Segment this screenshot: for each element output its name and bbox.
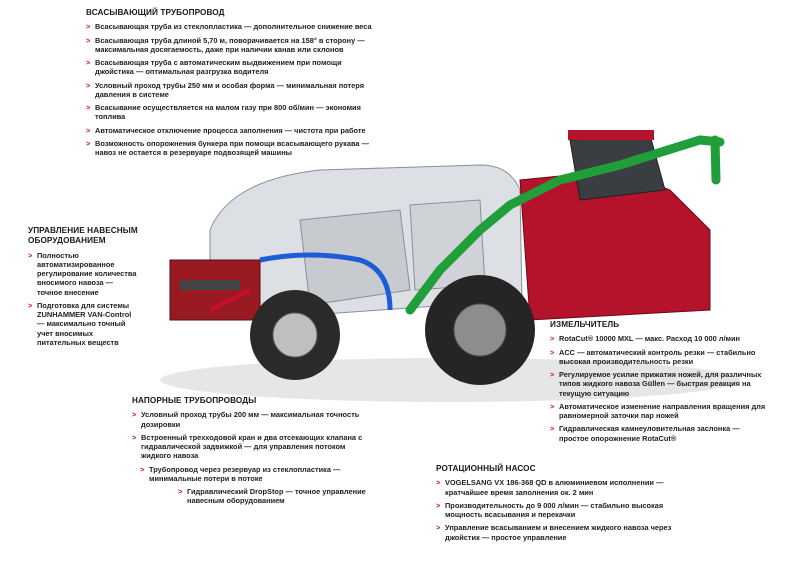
list-item-text: Условный проход трубы 200 мм — максимальная точность дозировки (141, 410, 360, 429)
pump-title: РОТАЦИОННЫЙ НАСОС (436, 464, 536, 473)
list-item-text: Производительность до 9 000 л/мин — стабильно высокая мощность всасывания и перекачки (445, 500, 664, 519)
arrow-icon: > (132, 432, 137, 442)
list-item (140, 465, 372, 484)
list-item (550, 424, 766, 443)
arrow-icon: > (550, 370, 555, 379)
rear-wheel-rim (273, 313, 317, 357)
list-item (86, 139, 376, 158)
pump-section (436, 464, 686, 546)
arrow-icon: > (28, 250, 33, 260)
list-item-text: Полностью автоматизированное регулирование количества вносимого навоза — точное внесение (37, 250, 137, 297)
list-item-text: Подготовка для системы ZUNHAMMER VAN-Control — максимально точный учет вносимых питательных веществ (37, 300, 132, 347)
suction-section (86, 8, 376, 161)
list-item-text: Всасывающая труба с автоматическим выдвижением при помощи джойстика — оптимальная разгрузка водителя (95, 58, 342, 77)
suction-title: ВСАСЫВАЮЩИЙ ТРУБОПРОВОД (86, 8, 225, 17)
list-item-text: Автоматическое отключение процесса заполнения — чистота при работе (95, 125, 366, 135)
list-item (28, 251, 140, 297)
list-item (86, 103, 376, 122)
chopper-title: ИЗМЕЛЬЧИТЕЛЬ (550, 320, 620, 329)
list-item-text: Гидравлическая камнеуловительная заслонка — простое опорожнение RotaCut® (559, 424, 740, 443)
list-item (550, 348, 766, 367)
chopper-section (550, 320, 766, 447)
arrow-icon: > (132, 410, 137, 420)
suction-pipe-end (715, 140, 716, 180)
rear-plate (180, 280, 240, 290)
list-item-text: Всасывающая труба длиной 5,70 м, поворачивается на 158° в сторону — максимальная досягаемость, даже при наличии канав или склонов (95, 35, 365, 54)
list-item-text: Условный проход трубы 250 мм и особая форма — минимальная потеря давления в системе (95, 80, 365, 99)
hitch-section (28, 226, 140, 351)
list-item (436, 478, 686, 497)
hitch-title: УПРАВЛЕНИЕ НАВЕСНЫМ ОБОРУДОВАНИЕМ (28, 226, 138, 246)
list-item-text: Управление всасыванием и внесением жидкого навоза через джойстик — простое управление (445, 523, 672, 542)
arrow-icon: > (86, 125, 91, 135)
arrow-icon: > (550, 334, 555, 344)
pressure-section (132, 396, 372, 510)
list-item (86, 22, 376, 31)
list-item (436, 501, 686, 520)
arrow-icon: > (140, 464, 145, 474)
arrow-icon: > (86, 35, 91, 45)
list-item (86, 36, 376, 55)
arrow-icon: > (436, 500, 441, 510)
list-item (86, 126, 376, 135)
pressure-title: НАПОРНЫЕ ТРУБОПРОВОДЫ (132, 396, 257, 405)
arrow-icon: > (86, 138, 91, 148)
list-item (86, 58, 376, 77)
list-item-text: Гидравлический DropStop — точное управление навесным оборудованием (187, 487, 366, 506)
list-item (132, 433, 372, 461)
list-item-text: Возможность опорожнения бункера при помощи всасывающего рукава — навоз не остается в резервуаре подвозящей машины (95, 138, 369, 157)
arrow-icon: > (86, 103, 91, 112)
arrow-icon: > (86, 22, 91, 32)
list-item-text: RotaCut® 10000 MXL — макс. Расход 10 000 л/мин (559, 334, 741, 344)
arrow-icon: > (436, 523, 441, 533)
list-item-text: Встроенный трехходовой кран и два отсекающих клапана с гидравлической задвижкой — для управления потоком жидкого навоза (141, 432, 363, 461)
arrow-icon: > (550, 424, 555, 434)
list-item-text: Регулируемое усилие прижатия ножей, для различных типов жидкого навоза Güllen — быстрая реакция на текущую ситуацию (559, 370, 762, 398)
front-wheel-rim (454, 304, 506, 356)
list-item-text: Автоматическое изменение направления вращения для равномерной заточки пар ножей (559, 401, 766, 420)
list-item-text: Всасывающая труба из стеклопластика — дополнительное снижение веса (95, 22, 372, 32)
cab-roof (568, 130, 654, 140)
list-item-text: Всасывание осуществляется на малом газу при 800 об/мин — экономия топлива (95, 103, 361, 122)
list-item (178, 487, 372, 506)
list-item (550, 402, 766, 421)
arrow-icon: > (550, 401, 555, 411)
arrow-icon: > (86, 58, 91, 67)
list-item-text: Трубопровод через резервуар из стеклопластика — минимальные потери в потоке (149, 464, 341, 483)
list-item (550, 334, 766, 343)
list-item (86, 81, 376, 100)
arrow-icon: > (550, 347, 555, 357)
list-item (550, 370, 766, 398)
arrow-icon: > (86, 80, 91, 90)
list-item (132, 410, 372, 429)
arrow-icon: > (28, 300, 33, 310)
list-item-text: VOGELSANG VX 186-368 QD в алюминиевом исполнении — кратчайшее время заполнения ок. 2 мин (445, 478, 664, 497)
arrow-icon: > (178, 487, 183, 496)
list-item (28, 301, 140, 347)
arrow-icon: > (436, 478, 441, 488)
list-item-text: ACC — автоматический контроль резки — стабильно высокая производительность резки (559, 347, 756, 366)
list-item (436, 523, 686, 542)
